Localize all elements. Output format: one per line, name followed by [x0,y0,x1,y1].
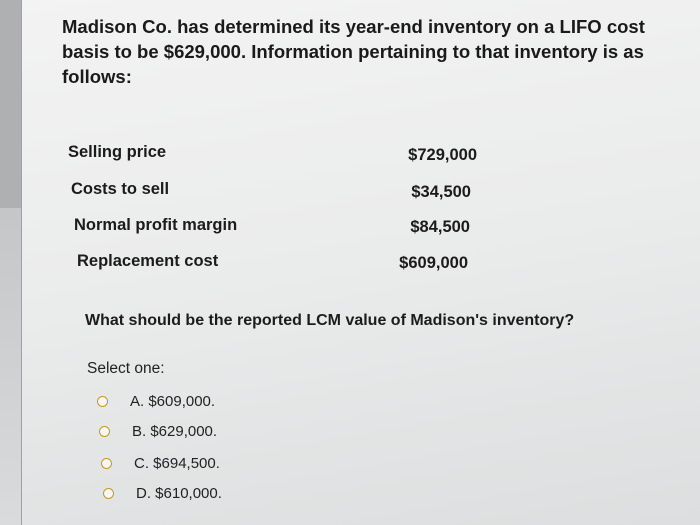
info-value: $729,000 [408,146,477,164]
info-label: Selling price [68,143,167,161]
info-label: Costs to sell [71,180,170,198]
info-label: Replacement cost [77,252,219,270]
option-a[interactable] [97,393,215,410]
info-value: $609,000 [399,254,468,272]
option-c[interactable] [101,455,220,472]
option-label: B. $629,000. [132,423,218,440]
option-label: D. $610,000. [136,485,222,502]
question-prompt: What should be the reported LCM value of Madison's inventory? [85,312,575,329]
info-label: Normal profit margin [74,216,238,234]
info-value: $34,500 [411,183,471,201]
left-panel-strip [0,0,21,525]
option-label: A. $609,000. [130,393,216,410]
option-b[interactable] [99,423,217,440]
radio-button-icon[interactable] [101,458,112,469]
option-d[interactable] [103,485,222,502]
radio-button-icon[interactable] [99,426,110,437]
radio-button-icon[interactable] [103,488,114,499]
radio-button-icon[interactable] [97,396,108,407]
left-panel-bar [0,0,21,208]
info-value: $84,500 [410,218,470,236]
option-label: C. $694,500. [134,455,220,472]
select-one-label: Select one: [87,360,165,377]
question-card [21,0,700,525]
question-text: Madison Co. has determined its year-end inventory on a LIFO cost basis to be $629,000. Information pertaining to that inventory is as follows: [62,16,645,87]
